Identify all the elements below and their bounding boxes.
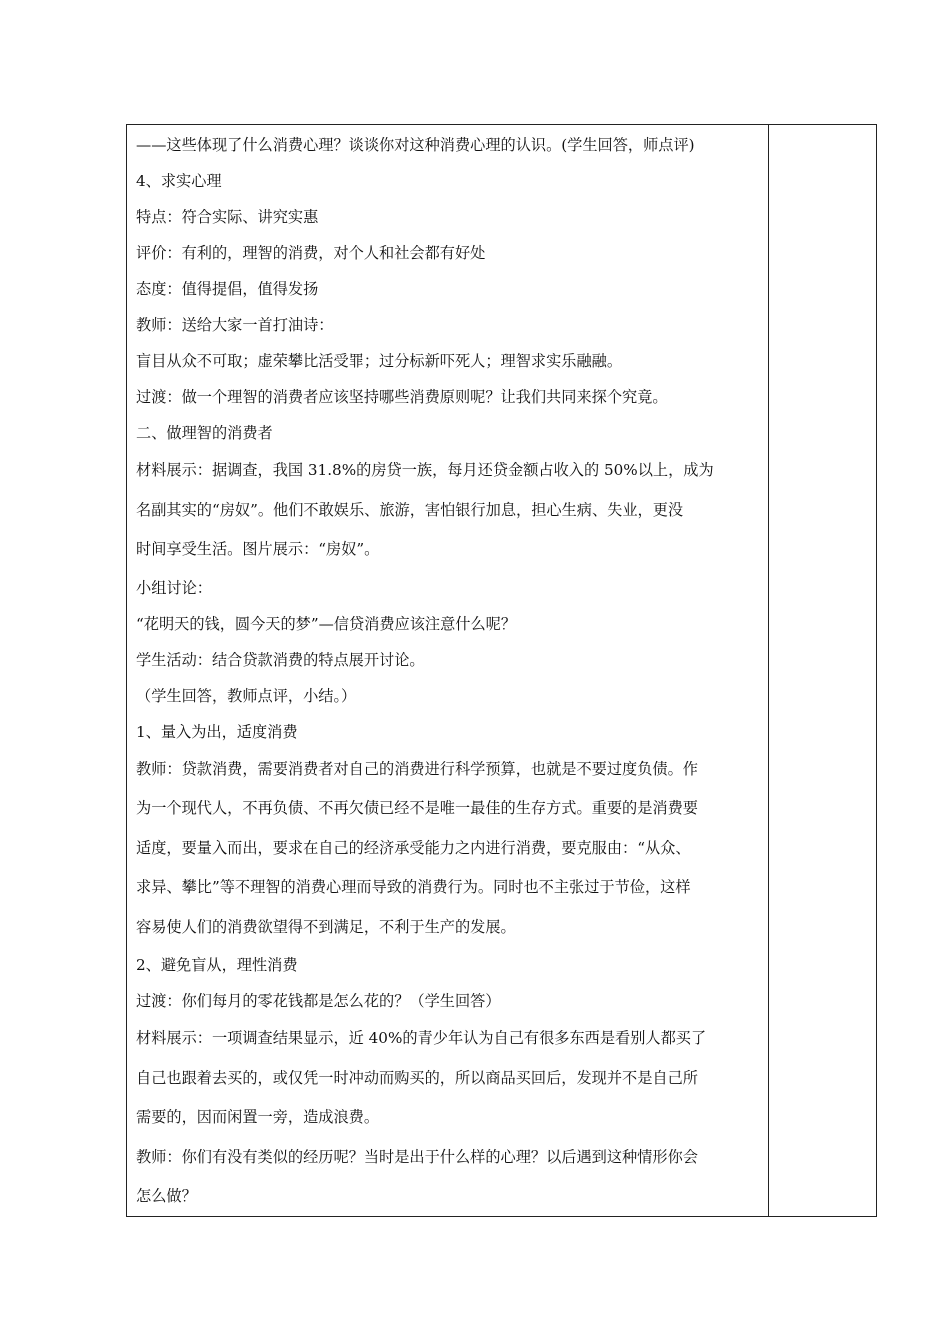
text-line: 评价：有利的，理智的消费，对个人和社会都有好处 [136,244,486,262]
paragraph [136,1019,762,1138]
text-line: 适度，要量入而出，要求在自己的经济承受能力之内进行消费，要克服由：“从众、 [136,838,691,857]
text-line: “花明天的钱，圆今天的梦”—信贷消费应该注意什么呢？ [136,614,517,633]
text-line: 怎么做？ [136,1187,197,1205]
text-line: 为一个现代人，不再负债、不再欠债已经不是唯一最佳的生存方式。重要的是消费要 [136,799,698,817]
paragraph [136,163,762,199]
text-line: 盲目从众不可取；虚荣攀比活受罪；过分标新吓死人；理智求实乐融融。 [136,352,622,370]
paragraph [136,343,762,379]
notes-cell [769,125,876,1216]
text-line: 求异、攀比”等不理智的消费心理而导致的消费行为。同时也不主张过于节俭，这样 [136,878,691,896]
lesson-text [136,127,762,1217]
text-line: 材料展示：一项调查结果显示，近 40%的青少年认为自己有很多东西是看别人都买了 [136,1029,707,1047]
paragraph [136,642,762,678]
paragraph [136,606,762,642]
paragraph [136,271,762,307]
text-line: 4、求实心理 [136,172,222,190]
text-line: 学生活动：结合贷款消费的特点展开讨论。 [136,650,425,669]
text-line: 教师：你们有没有类似的经历呢？当时是出于什么样的心理？以后遇到这种情形你会 [136,1147,698,1166]
text-line: 名副其实的“房奴”。他们不敢娱乐、旅游，害怕银行加息，担心生病、失业，更没 [136,500,684,519]
text-line: ——这些体现了什么消费心理？谈谈你对这种消费心理的认识。(学生回答，师点评) [136,136,695,154]
paragraph [136,127,762,163]
paragraph [136,750,762,948]
text-line: 2、避免盲从，理性消费 [136,956,298,974]
text-line: 态度：值得提倡，值得发扬 [136,280,319,298]
lesson-content-cell [127,125,769,1216]
text-line: 二、做理智的消费者 [136,424,273,442]
paragraph [136,678,762,714]
paragraph [136,451,762,570]
paragraph [136,714,762,750]
paragraph [136,235,762,271]
paragraph [136,307,762,343]
text-line: 特点：符合实际、讲究实惠 [136,208,319,226]
text-line: 1、量入为出，适度消费 [136,722,298,741]
text-line: 自己也跟着去买的，或仅凭一时冲动而购买的，所以商品买回后，发现并不是自己所 [136,1068,698,1087]
lesson-table [126,124,877,1217]
text-line: 过渡：你们每月的零花钱都是怎么花的？（学生回答） [136,992,501,1010]
text-line: 时间享受生活。图片展示：“房奴”。 [136,540,380,558]
paragraph [136,199,762,235]
text-line: 材料展示：据调查，我国 31.8%的房贷一族，每月还贷金额占收入的 50%以上，成为 [136,461,714,479]
paragraph [136,947,762,983]
text-line: 教师：送给大家一首打油诗： [136,316,334,334]
paragraph [136,570,762,606]
text-line: 需要的，因而闲置一旁，造成浪费。 [136,1108,379,1126]
text-line: 容易使人们的消费欲望得不到满足，不利于生产的发展。 [136,917,516,936]
text-line: 过渡：做一个理智的消费者应该坚持哪些消费原则呢？让我们共同来探个究竟。 [136,388,668,406]
paragraph [136,415,762,451]
paragraph [136,1138,762,1217]
text-line: 小组讨论： [136,578,212,597]
text-line: 教师：贷款消费，需要消费者对自己的消费进行科学预算，也就是不要过度负债。作 [136,759,698,778]
text-line: （学生回答，教师点评，小结。） [136,686,357,705]
paragraph [136,379,762,415]
paragraph [136,983,762,1019]
